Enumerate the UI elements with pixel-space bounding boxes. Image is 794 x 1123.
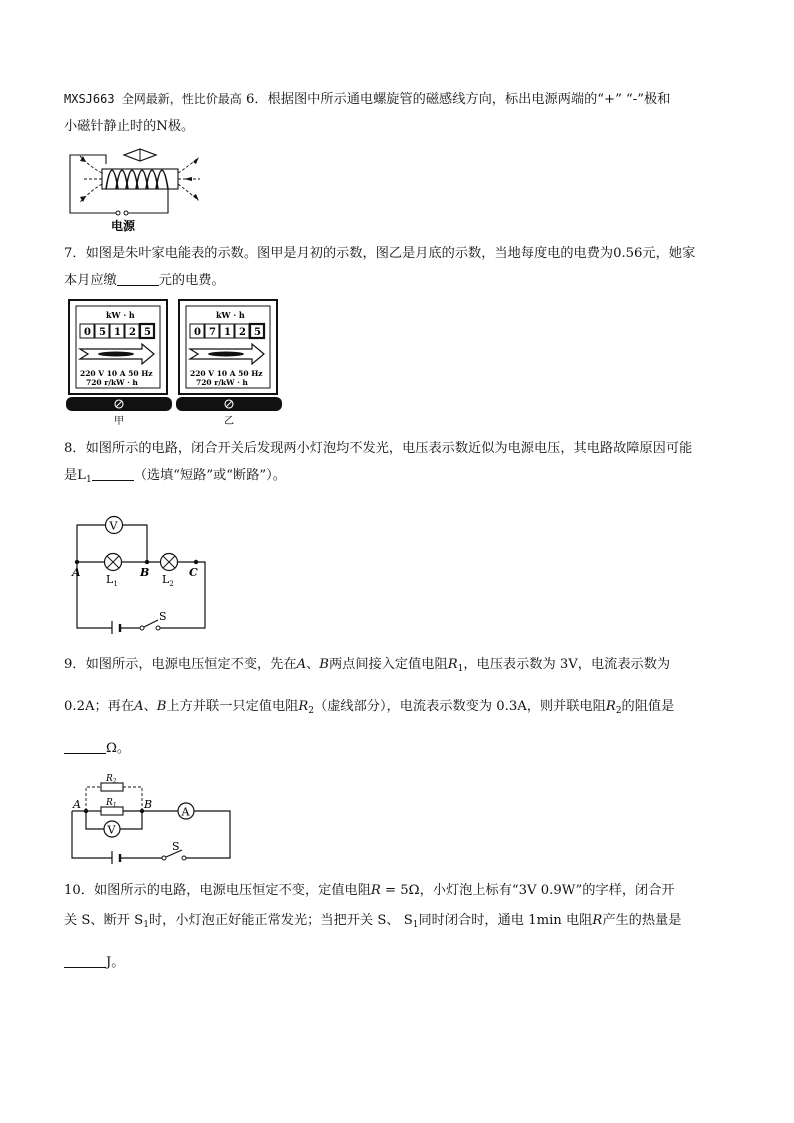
t: B xyxy=(156,699,167,714)
node-a-label: A xyxy=(72,566,81,579)
digit: 0 xyxy=(84,327,91,338)
answer-blank-q8[interactable] xyxy=(92,465,134,481)
voltmeter-label: V xyxy=(107,823,116,837)
node-b-label: B xyxy=(144,798,153,811)
question-9-line-1 xyxy=(64,654,730,675)
question-7 xyxy=(64,240,730,294)
question-10-line-1 xyxy=(64,880,730,901)
node-c-label: C xyxy=(189,566,198,579)
node-a-label: A xyxy=(73,798,81,811)
subscript: 1 xyxy=(412,920,419,930)
meter-caption: 甲 xyxy=(114,416,124,426)
circuit-q8 xyxy=(68,512,213,634)
digit: 2 xyxy=(239,327,246,338)
digit: 2 xyxy=(129,327,136,338)
t: 、 xyxy=(143,699,157,714)
subscript: 1 xyxy=(85,475,92,485)
t: Ω。 xyxy=(106,741,131,756)
t: A xyxy=(296,657,307,672)
l2-label xyxy=(162,573,174,588)
question-6 xyxy=(64,86,730,140)
digit: 7 xyxy=(209,327,216,338)
digit: 0 xyxy=(194,327,201,338)
question-10-line-3 xyxy=(64,952,730,973)
question-8-line-2 xyxy=(64,462,730,489)
t: 0.2A；再在 xyxy=(64,699,135,714)
t: 、 xyxy=(306,657,320,672)
answer-blank-q10[interactable] xyxy=(64,952,106,968)
subscript: 2 xyxy=(615,706,622,716)
question-6-text-1: 6．根据图中所示通电螺旋管的磁感线方向，标出电源两端的“+” “-”极和 xyxy=(246,92,671,107)
subscript: 1 xyxy=(457,664,464,674)
digit: 1 xyxy=(114,327,121,338)
l2-label-text: L xyxy=(162,573,170,586)
circuit-q9 xyxy=(66,770,234,864)
t: R xyxy=(447,657,458,672)
question-9 xyxy=(64,654,730,759)
answer-blank-q9[interactable] xyxy=(64,738,106,754)
t: 产生的热量是 xyxy=(602,913,682,928)
terminal-right[interactable] xyxy=(124,211,128,215)
t: = 5Ω，小灯泡上标有“3V 0.9W”的字样，闭合开 xyxy=(380,883,675,898)
digit: 5 xyxy=(99,327,106,338)
question-8-text-pre: 是L xyxy=(64,468,86,483)
terminal-left[interactable] xyxy=(116,211,120,215)
t: 关 S、断开 S xyxy=(64,913,144,928)
watermark-text: MXSJ663 全网最新，性比价最高 xyxy=(64,92,242,106)
l1-label-text: L xyxy=(106,573,114,586)
meter-unit: kW · h xyxy=(106,310,135,320)
r2-label-sub: 2 xyxy=(112,778,117,785)
question-10 xyxy=(64,880,730,973)
subscript: 1 xyxy=(143,920,149,930)
question-9-line-3 xyxy=(64,738,730,759)
solenoid-figure xyxy=(62,146,212,234)
voltmeter-label: V xyxy=(109,519,118,533)
r2-label-text: R xyxy=(106,774,113,784)
ammeter-label: A xyxy=(181,805,190,819)
t: 同时闭合时，通电 1min 电阻 xyxy=(418,913,593,928)
meter-unit: kW · h xyxy=(216,310,245,320)
question-6-line-2: 小磁针静止时的N极。 xyxy=(64,119,195,134)
question-6-line-1 xyxy=(64,86,730,113)
question-8-line-1: 8．如图所示的电路，闭合开关后发现两小灯泡均不发光，电压表示数近似为电源电压，其电路故障原因可能 xyxy=(64,441,693,456)
ammeter-icon xyxy=(178,803,194,819)
answer-blank-q7[interactable] xyxy=(117,270,159,286)
digit: 5 xyxy=(254,327,261,338)
t: R xyxy=(298,699,309,714)
t: ，电压表示数为 3V，电流表示数为 xyxy=(463,657,671,672)
t: R xyxy=(605,699,616,714)
t: R xyxy=(370,883,381,898)
bulb-l1-icon xyxy=(105,554,122,571)
question-9-line-2 xyxy=(64,696,730,717)
meter-jia xyxy=(66,298,172,426)
digit: 1 xyxy=(224,327,231,338)
t: R xyxy=(592,913,603,928)
power-source-label: 电源 xyxy=(111,219,136,233)
t: 10．如图所示的电路，电源电压恒定不变，定值电阻 xyxy=(64,883,371,898)
l2-label-sub: 2 xyxy=(169,580,174,588)
meter-spec: 720 r/kW · h xyxy=(86,378,138,387)
t: A xyxy=(134,699,144,714)
circuit-wires xyxy=(72,811,230,858)
meter-digits xyxy=(190,324,264,338)
l1-label-sub: 1 xyxy=(113,580,118,588)
question-7-line-1: 7．如图是朱叶家电能表的示数。图甲是月初的示数，图乙是月底的示数，当地每度电的电费为0.56元，她家 xyxy=(64,246,696,261)
compass-needle-icon xyxy=(124,149,156,161)
voltmeter-icon xyxy=(104,821,120,837)
t: 的阻值是 xyxy=(621,699,675,714)
question-7-line-2 xyxy=(64,267,730,294)
meter-yi xyxy=(176,298,282,426)
switch-label: S xyxy=(159,610,167,623)
switch-icon[interactable] xyxy=(140,620,160,630)
question-7-text-post: 元的电费。 xyxy=(158,273,225,288)
node-b-label: B xyxy=(140,566,150,579)
r1-label xyxy=(105,798,117,809)
question-7-text-pre: 本月应缴 xyxy=(64,273,117,288)
r1-label-text: R xyxy=(106,798,113,808)
meter-digits xyxy=(80,324,154,338)
question-8-text-post: （选填“短路”或“断路”）。 xyxy=(133,468,286,483)
meter-rating: 220 V 10 A 50 Hz xyxy=(80,369,153,378)
meter-spec: 720 r/kW · h xyxy=(196,378,248,387)
t: B xyxy=(319,657,329,672)
digit: 5 xyxy=(144,327,151,338)
r1-label-sub: 1 xyxy=(112,802,117,809)
l1-label xyxy=(106,573,118,588)
t: （虚线部分），电流表示数变为 0.3A，则并联电阻 xyxy=(314,699,606,714)
t: 9．如图所示，电源电压恒定不变，先在 xyxy=(64,657,297,672)
r2-label xyxy=(105,774,117,785)
t: 上方并联一只定值电阻 xyxy=(166,699,299,714)
battery-icon xyxy=(112,621,120,634)
bulb-l2-icon xyxy=(161,554,178,571)
voltmeter-icon xyxy=(106,517,123,534)
question-8 xyxy=(64,435,730,489)
meter-caption: 乙 xyxy=(224,416,234,426)
t: 两点间接入定值电阻 xyxy=(329,657,448,672)
battery-icon xyxy=(112,851,120,864)
subscript: 2 xyxy=(308,706,315,716)
switch-label: S xyxy=(172,840,180,853)
t: 时，小灯泡正好能正常发光；当把开关 S、 S xyxy=(148,913,413,928)
question-10-line-2 xyxy=(64,910,730,931)
meter-rating: 220 V 10 A 50 Hz xyxy=(190,369,263,378)
t: J。 xyxy=(106,955,125,970)
